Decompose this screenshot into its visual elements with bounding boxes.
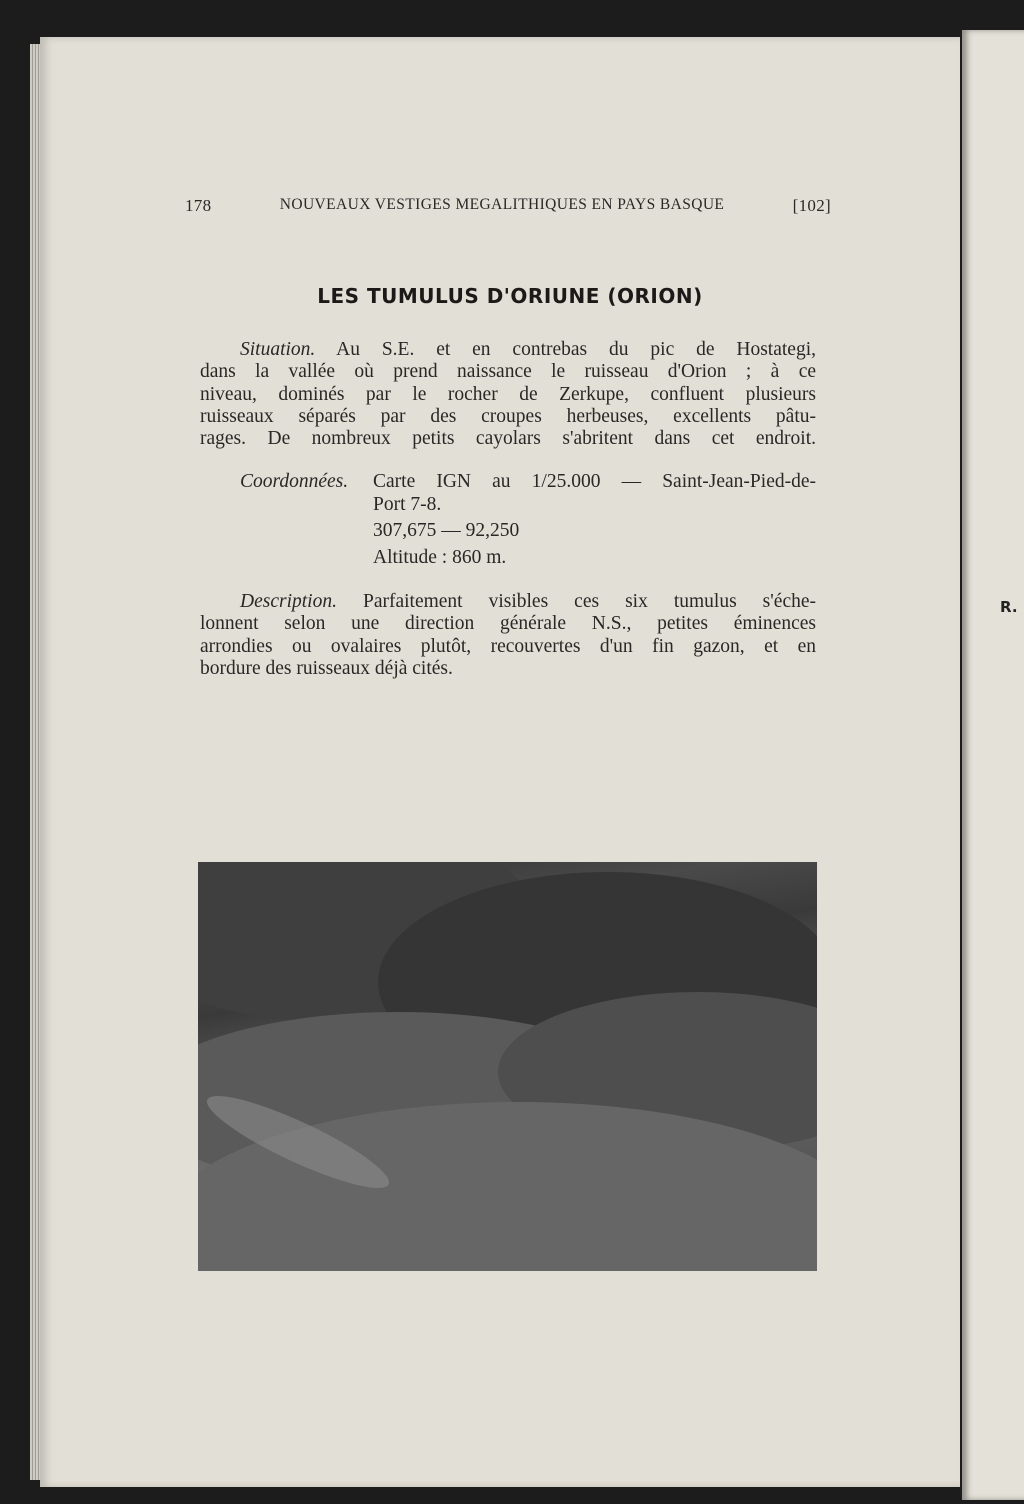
text-line: dans la vallée où prend naissance le ruisseau d'Orion ; à ce [200, 361, 816, 383]
coordinates-values: 307,675 — 92,250 [373, 520, 520, 541]
text-line: Au S.E. et en contrebas du pic de Hostategi, [336, 339, 816, 360]
text-line: Carte IGN au 1/25.000 — Saint-Jean-Pied-de- [373, 471, 816, 492]
text-line: Parfaitement visibles ces six tumulus s'éche- [362, 591, 816, 612]
running-title: NOUVEAUX VESTIGES MEGALITHIQUES EN PAYS BASQUE [279, 196, 725, 213]
facing-page [962, 30, 1024, 1500]
text-line: bordure des ruisseaux déjà cités. [200, 657, 453, 679]
description-label: Description. [240, 591, 337, 612]
text-line: niveau, dominés par le rocher de Zerkupe, confluent plusieurs [200, 383, 816, 405]
coordinates-label: Coordonnées. [240, 471, 349, 492]
coordinates-block [240, 471, 816, 569]
text-line: Port 7-8. [373, 493, 442, 515]
description-paragraph [200, 591, 816, 680]
margin-note: R. [1000, 598, 1018, 616]
text-line: rages. De nombreux petits cayolars s'abritent dans cet endroit. [200, 428, 816, 450]
page-number: 178 [185, 196, 212, 215]
running-header [185, 196, 831, 216]
altitude: Altitude : 860 m. [373, 546, 507, 568]
section-title: LES TUMULUS D'ORIUNE (ORION) [317, 284, 703, 308]
situation-label: Situation. [240, 339, 316, 360]
text-line: ruisseaux séparés par des croupes herbeuses, excellents pâtu- [200, 405, 816, 427]
text-line: lonnent selon une direction générale N.S., petites éminences [200, 613, 816, 635]
text-line: arrondies ou ovalaires plutôt, recouvertes d'un fin gazon, et en [200, 635, 816, 657]
situation-paragraph [200, 339, 816, 450]
section-number: [102] [792, 196, 831, 215]
landscape-photo [198, 862, 817, 1271]
